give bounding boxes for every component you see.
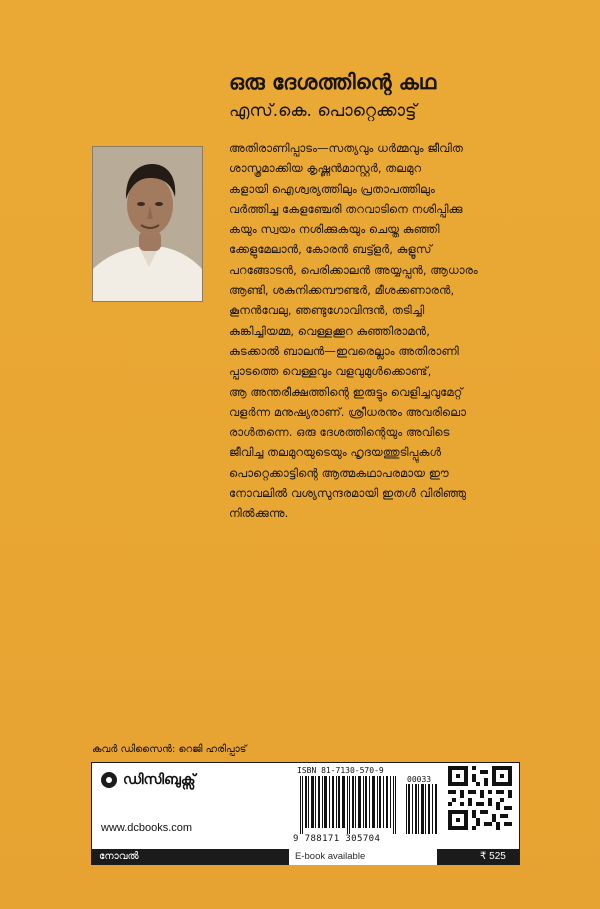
blurb-line: ജീവിച്ച തലമുറയുടെയും ഹൃദയത്തുടിപ്പുകൾ: [229, 445, 442, 460]
genre-label: നോവൽ: [99, 851, 139, 862]
blurb-line: കയും സ്വയം നശിക്കുകയും ചെയ്ത കുഞ്ഞി: [229, 222, 440, 237]
blurb-line: കൂനൻവേലു, ഞണ്ടുഗോവിന്ദൻ, തടിച്ചി: [229, 303, 425, 318]
price-label: ₹ 525: [480, 851, 506, 862]
qr-code-icon[interactable]: [448, 766, 512, 830]
price-code: 00033: [407, 775, 432, 784]
blurb-line: പറങ്ങോടൻ, പെരിക്കാലൻ അയ്യപ്പൻ, ആധാരം: [229, 262, 478, 277]
blurb-line: കുങ്കിച്ചിയമ്മ, വെള്ളക്കൂറ കുഞ്ഞിരാമൻ,: [229, 323, 430, 338]
blurb-line: പൊറ്റെക്കാട്ടിന്റെ ആത്മകഥാപരമായ ഈ: [229, 465, 449, 480]
blurb-line: ആണ്ടി, ശകുനിക്കമ്പൗണ്ടർ, മീശക്കണാരൻ,: [229, 283, 455, 298]
publisher-website: www.dcbooks.com: [101, 822, 193, 834]
blurb-text: [229, 138, 529, 524]
author-name: എസ്.കെ. പൊറ്റെക്കാട്ട്: [229, 101, 417, 121]
blurb-line: നോവലിൽ വശ്യസുന്ദരമായി ഇതൾ വിരിഞ്ഞു: [229, 486, 467, 501]
ebook-available-label: E-book available: [289, 849, 437, 865]
blurb-line: പ്പാടത്തെ വെള്ളവും വളവുമുൾക്കൊണ്ട്,: [229, 364, 432, 379]
author-photo: [92, 146, 203, 302]
blurb-line: ക്കേളുമേലാൻ, കോരൻ ബട്ട്ളർ, കുളൂസ്: [229, 242, 432, 257]
blurb-line: കുടക്കാൽ ബാലൻ—ഇവരെല്ലാം അതിരാണി: [229, 343, 459, 358]
blurb-line: വളർന്ന മനുഷ്യരാണ്. ശ്രീധരനും അവരിലൊ: [229, 404, 466, 419]
dc-books-logo-icon: [101, 772, 117, 788]
book-title: ഒരു ദേശത്തിന്റെ കഥ: [229, 70, 437, 94]
isbn-label: ISBN 81-7130-570-9: [297, 766, 384, 775]
blurb-line: വർത്തിച്ച കേളഞ്ചേരി തറവാടിനെ നശിപ്പിക്കു: [229, 201, 463, 216]
blurb-line: ആ അന്തരീക്ഷത്തിന്റെ ഇരുട്ടും വെളിച്ചവുമേറ്റ്: [229, 384, 463, 399]
blurb-line: അതിരാണിപ്പാടം—സത്യവും ധർമ്മവും ജീവിത: [229, 141, 463, 155]
publisher-name: ഡിസിബുക്സ്: [123, 771, 196, 788]
blurb-line: രാൾതന്നെ. ഒരു ദേശത്തിന്റെയും അവിടെ: [229, 425, 450, 440]
publisher-logo: [92, 763, 286, 796]
blurb-line: കളായി ഐശ്വര്യത്തിലും പ്രതാപത്തിലും: [229, 181, 435, 196]
blurb-line: നിൽക്കുന്നു.: [229, 506, 289, 521]
cover-design-credit: കവർ ഡിസൈൻ: റെജി ഹരിപ്പാട്: [92, 744, 247, 755]
blurb-line: ശാസ്ത്രമാക്കിയ കൃഷ്ണൻമാസ്റ്റർ, തലമുറ: [229, 161, 422, 176]
isbn-digits: 9 788171 305704: [293, 834, 381, 844]
price-barcode: [405, 784, 439, 834]
isbn-barcode: [297, 776, 401, 834]
